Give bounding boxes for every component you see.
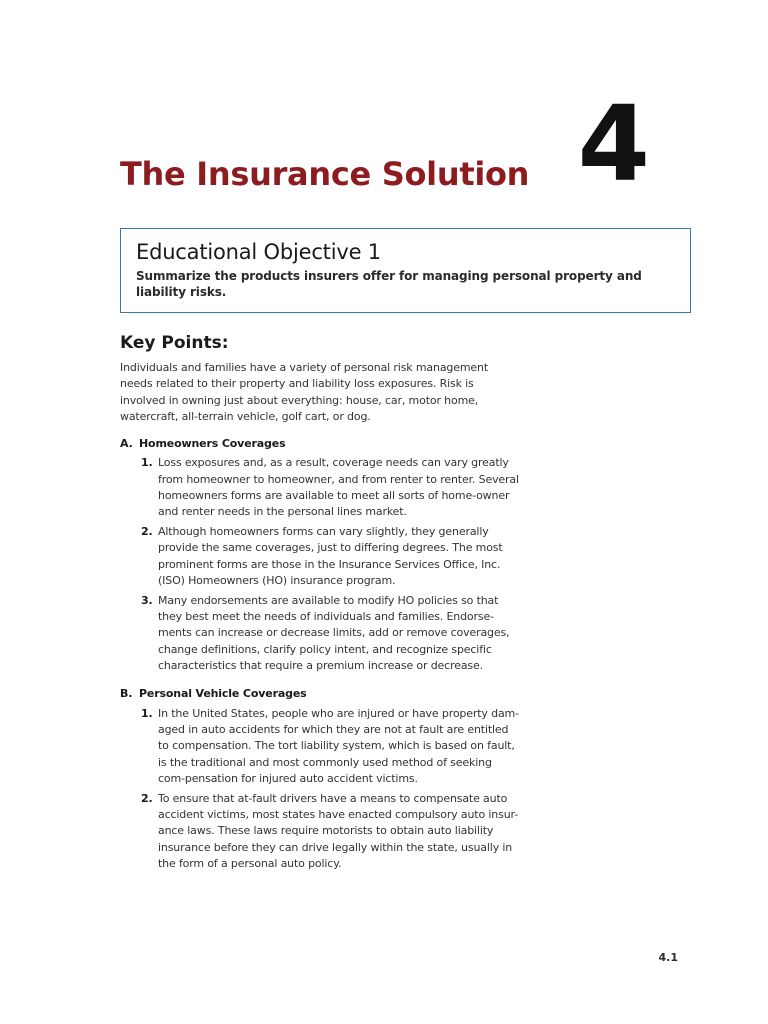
item-text: To ensure that at-fault drivers have a means to compensate auto accident victims, most states have enacted compulsory auto insur-ance laws. These laws require motorists to obtain auto liability insurance before they can drive legally within the state, usually in the form of a personal auto policy. — [158, 791, 519, 870]
objective-text: Summarize the products insurers offer for managing personal property and liability risks. — [136, 269, 642, 299]
key-points-intro: Individuals and families have a variety of personal risk management needs related to their property and liability loss exposures. Risk is involved in owning just about everything: house, car, motor home, watercraft, all-terrain vehicle, golf cart, or dog. — [120, 361, 489, 423]
list-item — [120, 524, 520, 589]
list-item — [120, 706, 520, 787]
item-number: 2. — [141, 791, 153, 805]
section-letter: A. — [120, 437, 133, 451]
objective-heading: Educational Objective 1 — [136, 240, 381, 264]
item-text: In the United States, people who are injured or have property dam-aged in auto accidents for which they are not at fault are entitled to compensation. The tort liability system, which is based on fault, is the traditional and most commonly used method of seeking com-pensation for injured auto accident victims. — [158, 706, 519, 785]
item-number: 2. — [141, 525, 153, 539]
item-text: Many endorsements are available to modify HO policies so that they best meet the needs of individuals and families. Endorse-ments can increase or decrease limits, add or remove coverages, change definitions, clarify policy intent, and recognize specific characteristics that require a premium increase or decrease. — [158, 593, 510, 673]
section-letter: B. — [120, 687, 133, 701]
personal-vehicle-list — [120, 706, 520, 872]
item-text: Loss exposures and, as a result, coverage needs can vary greatly from homeowner to homeowner, and from renter to renter. Several homeowners forms are available to meet all sorts of home-owner and renter needs in the personal lines market. — [158, 456, 519, 519]
section-title: Personal Vehicle Coverages — [139, 687, 307, 701]
chapter-number: 4 — [577, 83, 650, 205]
section-title: Homeowners Coverages — [139, 437, 286, 451]
key-points-heading: Key Points: — [120, 333, 229, 353]
key-points-content — [120, 360, 520, 876]
list-item — [120, 593, 520, 674]
page-number: 4.1 — [658, 951, 678, 964]
chapter-title: The Insurance Solution — [120, 155, 530, 194]
list-item — [120, 791, 520, 872]
section-heading-homeowners — [120, 436, 520, 452]
homeowners-list — [120, 455, 520, 674]
item-number: 1. — [141, 456, 153, 470]
educational-objective-box — [120, 228, 691, 313]
item-number: 1. — [141, 706, 153, 720]
section-heading-personal-vehicle — [120, 686, 520, 702]
item-number: 3. — [141, 593, 153, 607]
list-item — [120, 455, 520, 520]
item-text: Although homeowners forms can vary slightly, they generally provide the same coverages, just to differing degrees. The most prominent forms are those in the Insurance Services Office, Inc. (ISO) Homeowners (HO) insurance program. — [158, 525, 503, 588]
